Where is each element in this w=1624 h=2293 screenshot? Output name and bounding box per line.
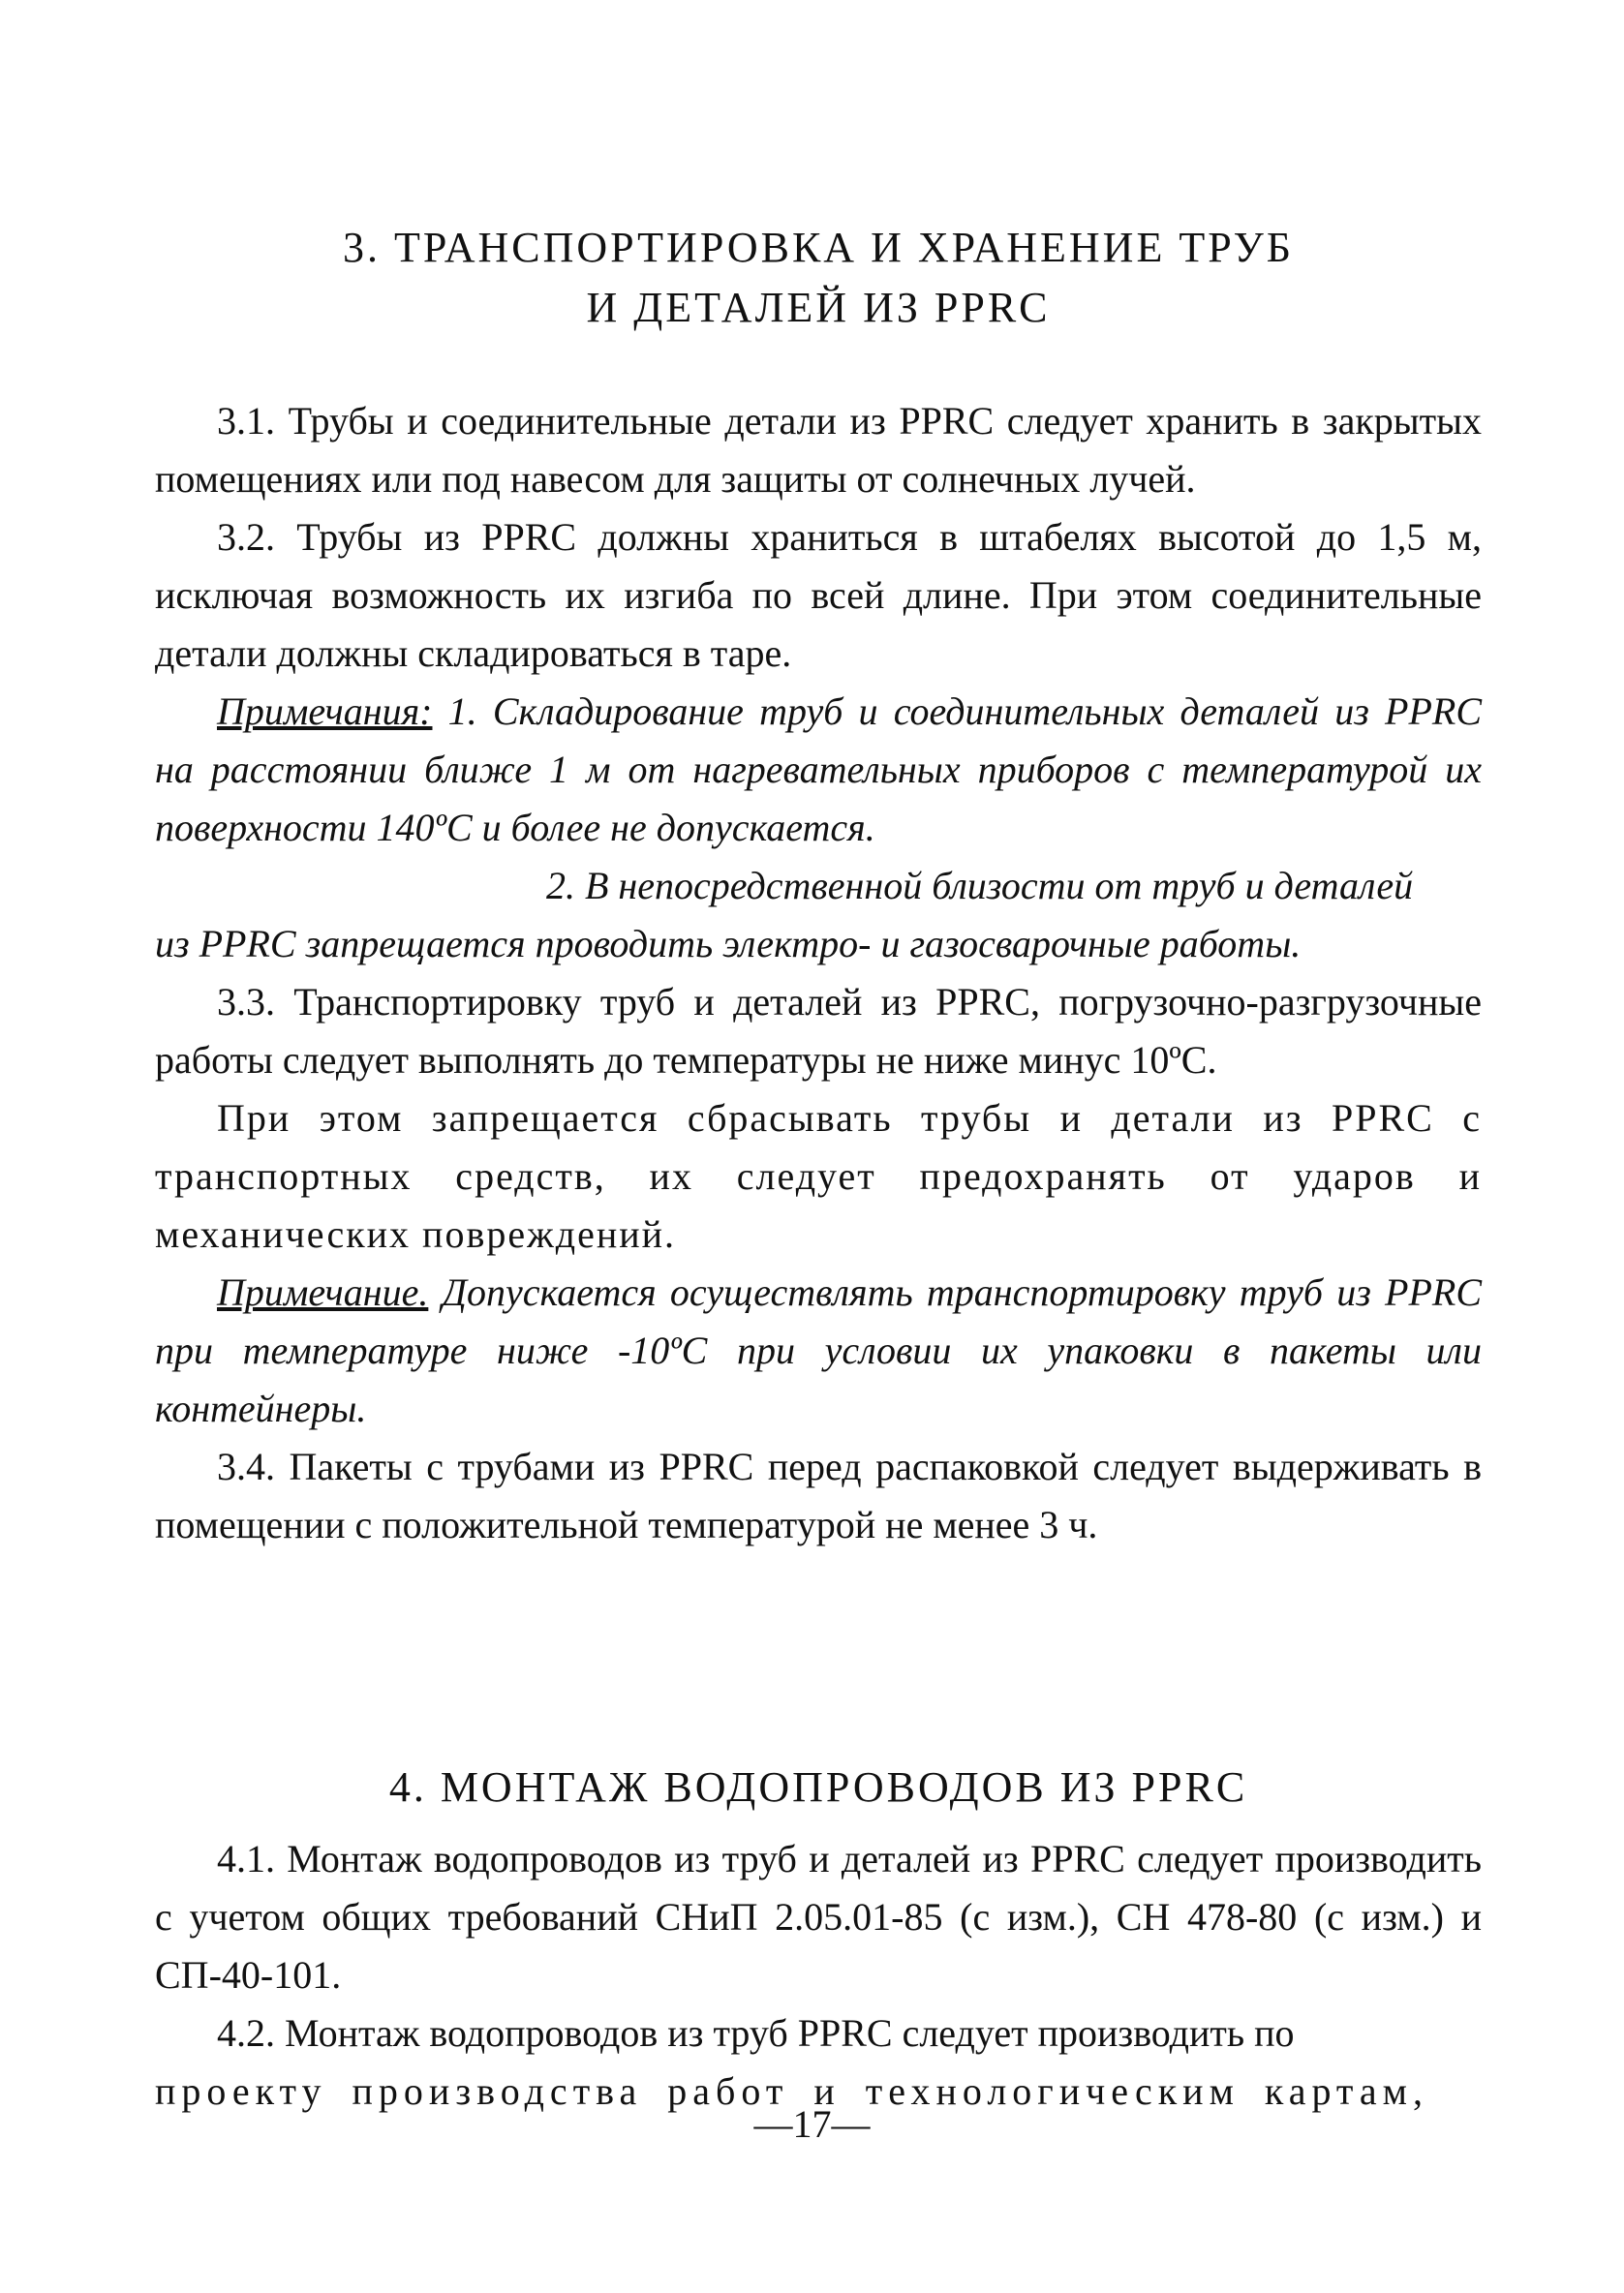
paragraph-3-2: 3.2. Трубы из PPRC должны храниться в штабелях высотой до 1,5 м, исключая возможность их изгиба по всей длине. При этом соединительные детали должны складироваться в таре. bbox=[155, 515, 1482, 675]
section-3-heading-line-1: 3. ТРАНСПОРТИРОВКА И ХРАНЕНИЕ ТРУБ bbox=[343, 224, 1294, 271]
note-3-text: Допускается осуществлять транспортировку труб из PPRC при температуре ниже -10ºС при условии их упаковки в пакеты или контейнеры. bbox=[155, 1270, 1482, 1430]
paragraph-3-3-continued: При этом запрещается сбрасывать трубы и детали из PPRC с транспортных средств, их следует предохранять от ударов и механических повреждений. bbox=[155, 1096, 1482, 1256]
paragraph-3-1: 3.1. Трубы и соединительные детали из PPRC следует хранить в закрытых помещениях или под навесом для защиты от солнечных лучей. bbox=[155, 399, 1482, 501]
paragraph-3-3: 3.3. Транспортировку труб и деталей из PPRC, погрузочно-разгрузочные работы следует выполнять до температуры не ниже минус 10ºС. bbox=[155, 980, 1482, 1082]
note-3-lead: Примечание. bbox=[217, 1270, 429, 1314]
paragraph-4-1: 4.1. Монтаж водопроводов из труб и деталей из PPRC следует производить с учетом общих требований СНиП 2.05.01-85 (с изм.), СН 478-80 (с изм.) и СП-40-101. bbox=[155, 1837, 1482, 1997]
paragraph-4-2-line-1: 4.2. Монтаж водопроводов из труб PPRC следует производить по bbox=[217, 2011, 1295, 2055]
note-1-lead: Примечания: bbox=[217, 689, 433, 733]
section-4-heading: 4. МОНТАЖ ВОДОПРОВОДОВ ИЗ PPRC bbox=[388, 1763, 1248, 1811]
section-4-body bbox=[155, 1830, 1482, 2121]
section-3-heading bbox=[155, 218, 1482, 338]
note-2-first-line: 2. В непосредственной близости от труб и деталей bbox=[546, 864, 1414, 907]
note-1 bbox=[155, 683, 1482, 857]
note-1-text: 1. Складирование труб и соединительных деталей из PPRC на расстоянии ближе 1 м от нагревательных приборов с температурой их поверхности 140ºС и более не допускается. bbox=[155, 689, 1482, 849]
section-3-body bbox=[155, 392, 1482, 1554]
page-number: —17— bbox=[753, 2102, 871, 2146]
note-3 bbox=[155, 1264, 1482, 1438]
section-3-heading-line-2: И ДЕТАЛЕЙ ИЗ PPRC bbox=[586, 284, 1051, 331]
paragraph-4-2-line-2: проекту производства работ и технологическим картам, bbox=[155, 2069, 1428, 2113]
note-2-continuation: из PPRC запрещается проводить электро- и газосварочные работы. bbox=[155, 922, 1302, 965]
paragraph-3-4: 3.4. Пакеты с трубами из PPRC перед распаковкой следует выдерживать в помещении с положительной температурой не менее 3 ч. bbox=[155, 1445, 1482, 1546]
